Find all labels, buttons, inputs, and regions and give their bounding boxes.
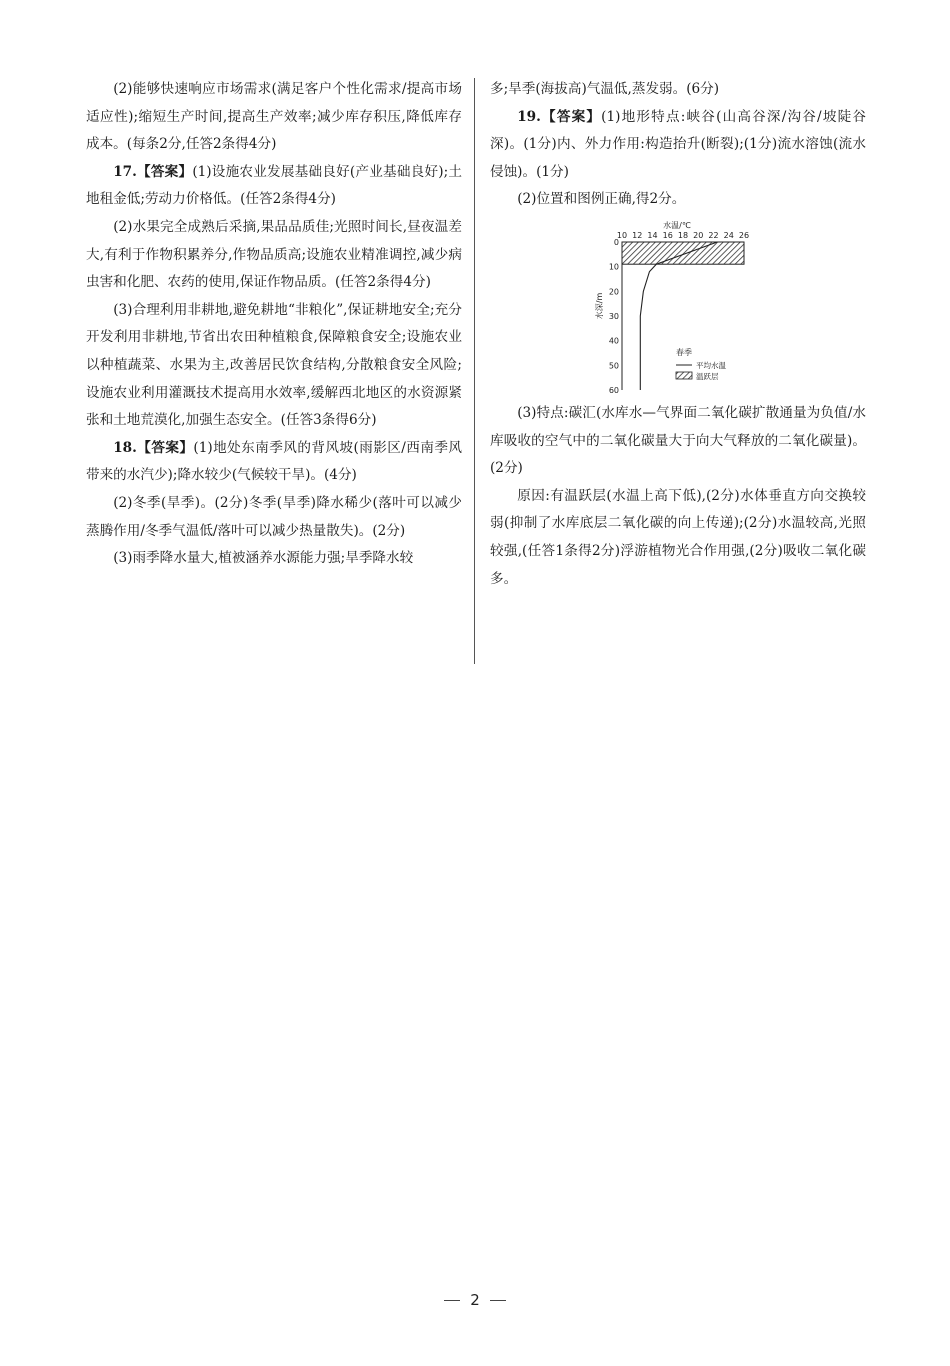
legend-hatch-label: 温跃层 <box>696 371 719 381</box>
y-tick-label: 20 <box>608 287 619 297</box>
page-number-dash-right <box>490 1300 506 1301</box>
legend-hatch-swatch <box>676 372 692 379</box>
thermocline-band <box>622 242 744 264</box>
chart-title: 水温/℃ <box>663 220 691 230</box>
page-number-dash-left <box>444 1300 460 1301</box>
q19-answer-1-text: (1)地形特点:峡谷(山高谷深/沟谷/坡陡谷深)。(1分)内、外力作用:构造抬升(断裂);(1分)流水溶蚀(流水侵蚀)。(1分) <box>490 108 866 180</box>
x-tick-label: 12 <box>632 230 643 240</box>
x-tick-label: 10 <box>616 230 628 240</box>
x-tick-label: 26 <box>738 230 750 240</box>
y-tick-label: 40 <box>608 336 619 346</box>
q17-answer-1-text: (1)设施农业发展基础良好(产业基础良好);土地租金低;劳动力价格低。(任答2条得4分) <box>86 163 462 208</box>
q19-answer-tag: 【答案】 <box>540 108 602 125</box>
q19-number: 19. <box>517 108 541 125</box>
q19-answer-4: 原因:有温跃层(水温上高下低),(2分)水体垂直方向交换较弱(抑制了水库底层二氧化碳的向上传递);(2分)水温较高,光照较强,(任答1条得2分)浮游植物光合作用强,(2分)吸收二氧化碳多。 <box>490 487 866 587</box>
legend-title: 春季 <box>676 347 692 357</box>
q18-number: 18. <box>113 439 137 456</box>
page-number-text: 2 <box>470 1291 480 1309</box>
y-tick-label: 50 <box>608 361 619 371</box>
q17-answer-2: (2)水果完全成熟后采摘,果品品质佳;光照时间长,昼夜温差大,有利于作物积累养分,作物品质高;设施农业精准调控,减少病虫害和化肥、农药的使用,保证作物品质。(任答2条得4分) <box>86 218 462 291</box>
left-column <box>86 76 462 573</box>
q18-answer-1 <box>86 435 462 490</box>
x-tick-label: 14 <box>647 230 658 240</box>
q19-answer-2: (2)位置和图例正确,得2分。 <box>517 191 686 208</box>
x-tick-label: 18 <box>677 230 689 240</box>
q19-answer-3: (3)特点:碳汇(水库水—气界面二氧化碳扩散通量为负值/水库吸收的空气中的二氧化碳量大于向大气释放的二氧化碳量)。(2分) <box>490 404 866 477</box>
q18-answer-tag: 【答案】 <box>136 439 194 456</box>
legend-line-label: 平均水温 <box>696 360 726 370</box>
q17-answer-3: (3)合理利用非耕地,避免耕地“非粮化”,保证耕地安全;充分开发利用非耕地,节省出农田种植粮食,保障粮食安全;设施农业以种植蔬菜、水果为主,改善居民饮食结构,分散粮食安全风险;设施农业利用灌溉技术提高用水效率,缓解西北地区的水资源紧张和土地荒漠化,加强生态安全。(任答3条得6分) <box>86 301 462 429</box>
y-axis-label: 水深/m <box>595 292 604 320</box>
water-temperature-chart <box>490 220 866 396</box>
y-tick-label: 30 <box>608 311 619 321</box>
x-tick-labels <box>617 231 749 240</box>
x-tick-label: 16 <box>662 230 673 240</box>
q18-answer-2: (2)冬季(旱季)。(2分)冬季(旱季)降水稀少(落叶可以减少蒸腾作用/冬季气温低/落叶可以减少热量散失)。(2分) <box>86 494 462 539</box>
q16-answer-2: (2)能够快速响应市场需求(满足客户个性化需求/提高市场适应性);缩短生产时间,提高生产效率;减少库存积压,降低库存成本。(每条2分,任答2条得4分) <box>86 81 462 153</box>
x-tick-label: 20 <box>693 230 704 240</box>
y-tick-label: 60 <box>608 385 619 395</box>
column-divider <box>474 78 475 664</box>
water-temperature-chart-svg <box>592 220 762 396</box>
y-tick-label: 10 <box>608 262 619 272</box>
q17-number: 17. <box>113 163 137 180</box>
x-tick-label: 22 <box>708 230 719 240</box>
y-tick-labels <box>609 238 619 395</box>
q17-answer-1 <box>86 159 462 214</box>
y-tick-label: 0 <box>613 237 619 247</box>
x-tick-label: 24 <box>723 230 734 240</box>
page-number <box>0 1291 950 1309</box>
q18-answer-3: (3)雨季降水量大,植被涵养水源能力强;旱季降水较 <box>113 550 414 567</box>
q18-answer-1-text: (1)地处东南季风的背风坡(雨影区/西南季风带来的水汽少);降水较少(气候较干旱)。(4分) <box>86 439 463 484</box>
right-column <box>490 76 866 593</box>
q17-answer-tag: 【答案】 <box>136 163 193 180</box>
q18-answer-3-continued: 多;旱季(海拔高)气温低,蒸发弱。(6分) <box>490 81 720 97</box>
q19-answer-1 <box>490 104 866 187</box>
